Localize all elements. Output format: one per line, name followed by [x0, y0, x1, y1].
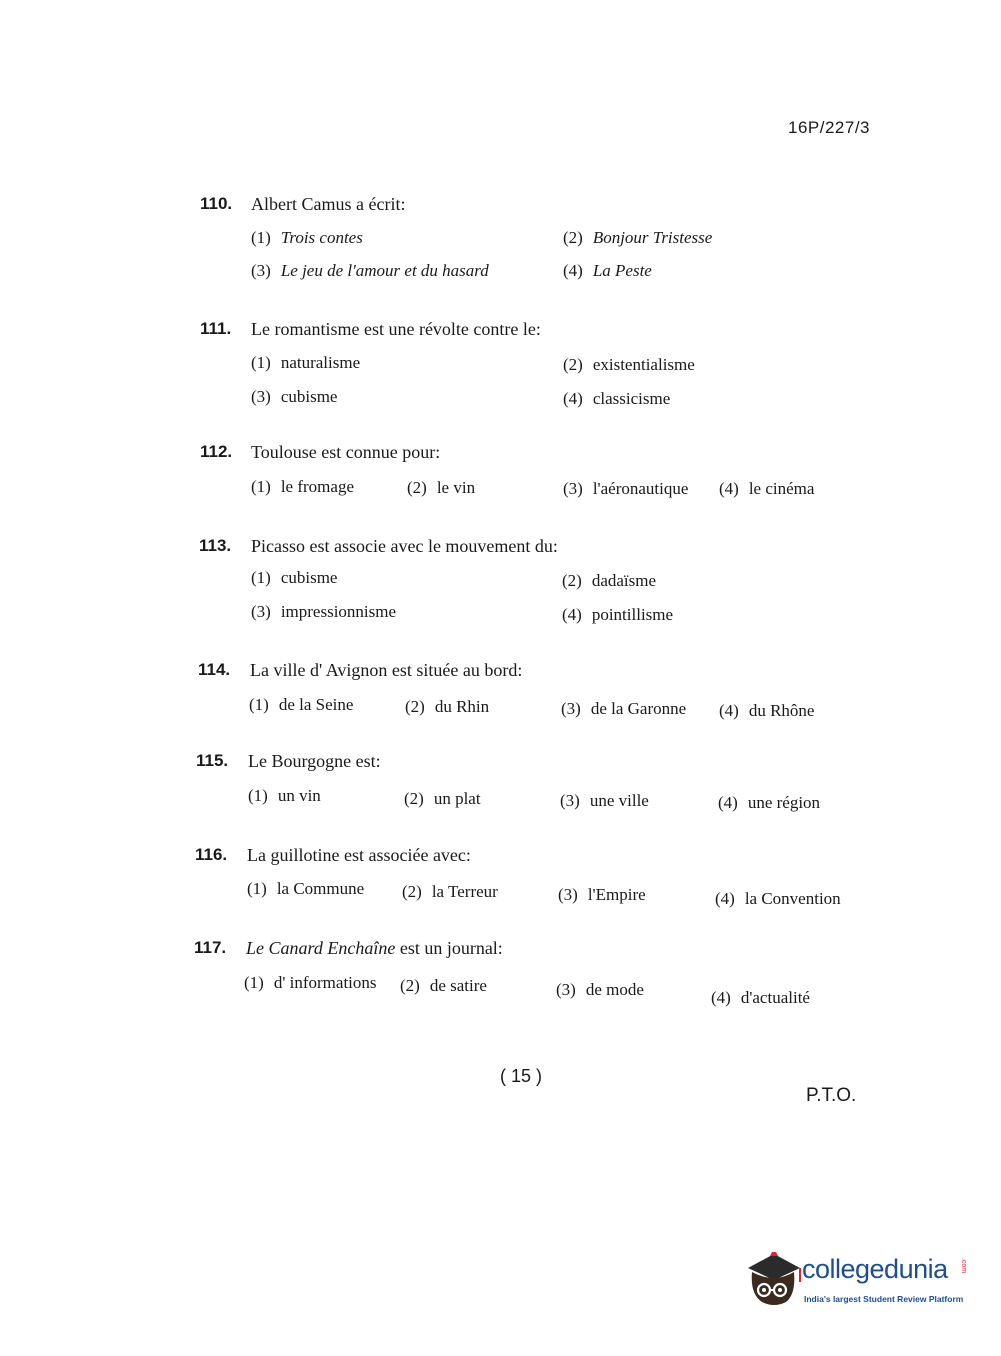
- question-text: Albert Camus a écrit:: [251, 194, 406, 214]
- question-number: 115.: [196, 751, 229, 770]
- question-115: [0, 751, 1001, 841]
- question-116: [0, 845, 1001, 935]
- question-number: 111.: [200, 319, 232, 338]
- question-text: Le Bourgogne est:: [248, 751, 381, 771]
- question-114: [0, 660, 1001, 750]
- question-number: 117.: [194, 938, 227, 957]
- page-number: ( 15 ): [500, 1066, 543, 1086]
- option-1: (1) cubisme: [251, 568, 338, 587]
- pto-label: P.T.O.: [806, 1085, 857, 1106]
- option-1: (1) Trois contes: [251, 228, 363, 247]
- option-3: (3) Le jeu de l'amour et du hasard: [251, 261, 489, 280]
- option-4: (4) La Peste: [563, 261, 652, 280]
- option-3: (3) l'aéronautique: [563, 479, 689, 498]
- option-1: (1) le fromage: [251, 477, 354, 496]
- question-110: [0, 194, 1001, 284]
- mascot-icon: [742, 1250, 802, 1312]
- question-text: Picasso est associe avec le mouvement du:: [251, 536, 558, 556]
- collegedunia-logo: [742, 1250, 972, 1320]
- question-text: Le romantisme est une révolte contre le:: [251, 319, 541, 339]
- question-113: [0, 536, 1001, 626]
- question-number: 116.: [195, 845, 228, 864]
- option-3: (3) l'Empire: [558, 885, 646, 904]
- question-text: La ville d' Avignon est située au bord:: [250, 660, 523, 680]
- option-3: (3) de la Garonne: [561, 699, 687, 718]
- option-1: (1) de la Seine: [249, 695, 354, 714]
- option-3: (3) impressionnisme: [251, 602, 397, 621]
- brand-suffix: .com: [960, 1257, 968, 1274]
- option-2: (2) le vin: [407, 478, 476, 497]
- document-code: 16P/227/3: [788, 118, 871, 137]
- brand-name: collegedunia: [802, 1254, 948, 1284]
- journal-title: Le Canard Enchaîne: [246, 938, 396, 958]
- option-2: (2) du Rhin: [405, 697, 490, 716]
- option-2: (2) la Terreur: [402, 882, 498, 901]
- option-4: (4) une région: [718, 793, 821, 812]
- question-text: Le Canard Enchaîne est un journal:: [246, 938, 503, 958]
- question-117: [0, 938, 1001, 1028]
- option-1: (1) naturalisme: [251, 353, 361, 372]
- option-4: (4) le cinéma: [719, 479, 815, 498]
- option-4: (4) d'actualité: [711, 988, 810, 1007]
- question-111: [0, 319, 1001, 409]
- option-4: (4) pointillisme: [562, 605, 674, 624]
- option-1: (1) un vin: [248, 786, 321, 805]
- option-3: (3) de mode: [556, 980, 644, 999]
- question-text: Toulouse est connue pour:: [251, 442, 441, 462]
- option-4: (4) du Rhône: [719, 701, 815, 720]
- question-number: 114.: [198, 660, 231, 679]
- option-2: (2) existentialisme: [563, 355, 695, 374]
- option-1: (1) la Commune: [247, 879, 365, 898]
- option-1: (1) d' informations: [244, 973, 377, 992]
- option-4: (4) classicisme: [563, 389, 671, 408]
- option-2: (2) un plat: [404, 789, 481, 808]
- option-2: (2) de satire: [400, 976, 487, 995]
- option-2: (2) Bonjour Tristesse: [563, 228, 713, 247]
- question-number: 110.: [200, 194, 233, 213]
- brand-tagline: India's largest Student Review Platform: [804, 1294, 964, 1304]
- option-4: (4) la Convention: [715, 889, 841, 908]
- question-number: 112.: [200, 442, 233, 461]
- question-text: La guillotine est associée avec:: [247, 845, 471, 865]
- question-number: 113.: [199, 536, 232, 555]
- question-112: [0, 442, 1001, 532]
- option-2: (2) dadaïsme: [562, 571, 657, 590]
- option-3: (3) une ville: [560, 791, 649, 810]
- option-3: (3) cubisme: [251, 387, 338, 406]
